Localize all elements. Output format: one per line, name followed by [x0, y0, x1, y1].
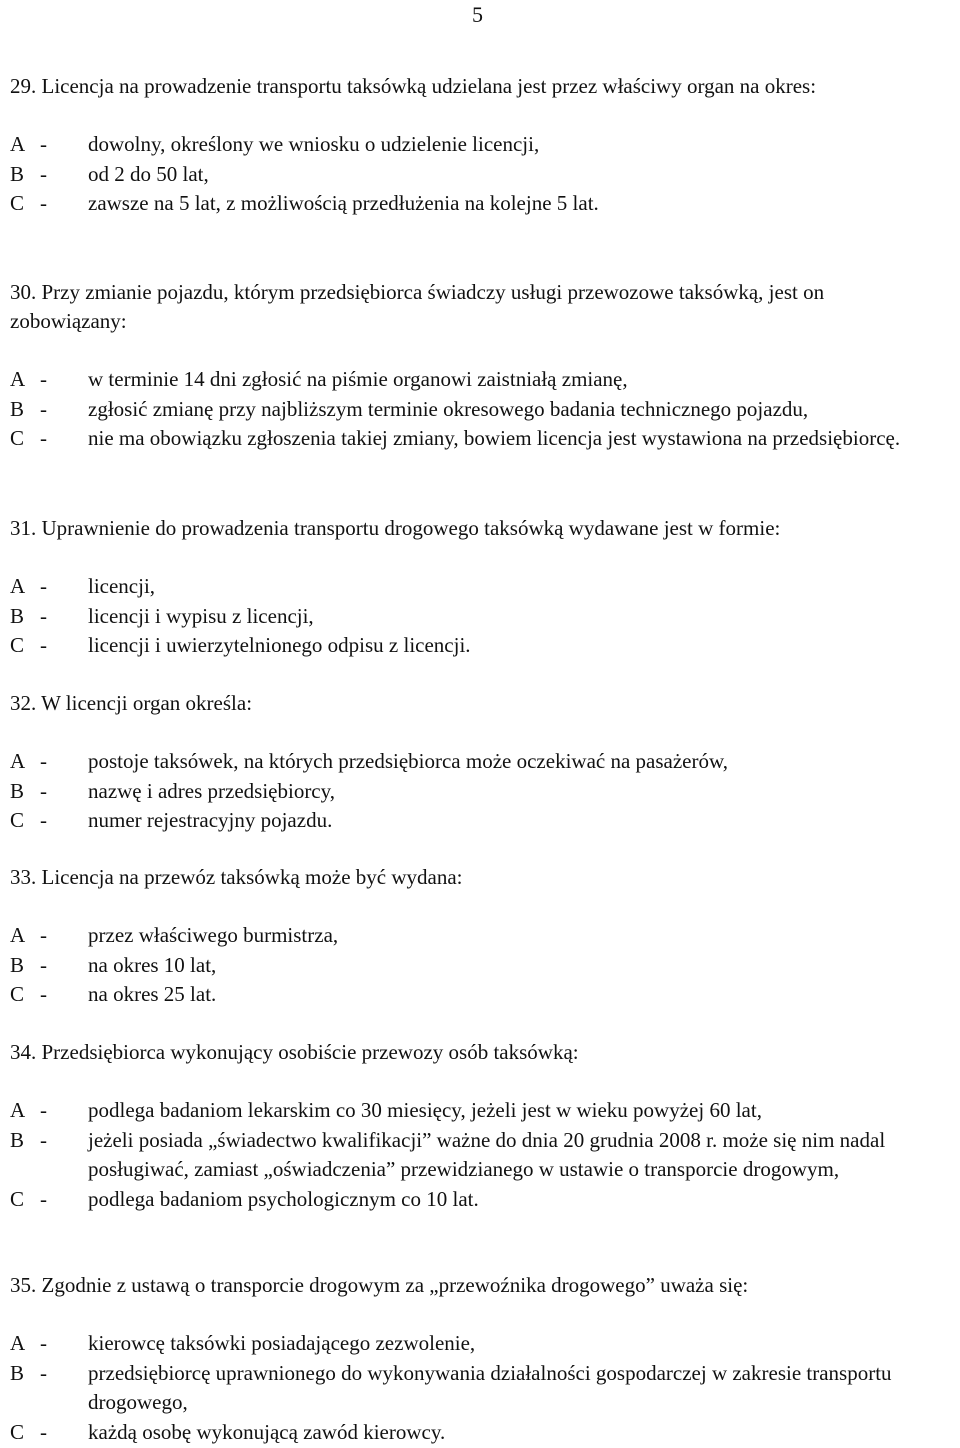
- answer-letter: B: [10, 603, 25, 628]
- answer-option: [10, 1329, 945, 1359]
- answer-letter: A: [10, 923, 26, 947]
- answer-option: [10, 572, 945, 602]
- answer-letter: C: [10, 1186, 25, 1211]
- answer-text: licencji,: [88, 574, 156, 598]
- answer-text: zawsze na 5 lat, z możliwością przedłużenia na kolejne 5 lat.: [88, 191, 599, 215]
- answer-letter: C: [10, 982, 25, 1006]
- answer-text: na okres 25 lat.: [88, 982, 217, 1006]
- answer-option: [10, 130, 945, 160]
- answer-dash: -: [40, 778, 47, 803]
- answer-letter: A: [10, 367, 26, 391]
- answer-option: [10, 395, 945, 425]
- answer-dash: -: [40, 426, 47, 450]
- answer-letter: C: [10, 426, 25, 450]
- question-text: 35. Zgodnie z ustawą o transporcie drogowym za „przewoźnika drogowego” uważa się:: [10, 1273, 749, 1297]
- answer-letter: C: [10, 808, 25, 832]
- answer-text: przedsiębiorcę uprawnionego do wykonywania działalności gospodarczej w zakresie transportu drogowego,: [88, 1360, 892, 1414]
- answer-text: podlega badaniom psychologicznym co 10 lat.: [88, 1186, 479, 1211]
- question-30: [10, 278, 945, 454]
- question-32: [10, 689, 945, 836]
- answer-dash: -: [40, 808, 47, 832]
- answer-text: numer rejestracyjny pojazdu.: [88, 808, 333, 832]
- question-text: 31. Uprawnienie do prowadzenia transportu drogowego taksówką wydawane jest w formie:: [10, 516, 781, 540]
- answer-dash: -: [40, 952, 47, 977]
- answer-list: [10, 921, 945, 1010]
- answer-option: [10, 747, 945, 777]
- answer-dash: -: [40, 1331, 47, 1355]
- answer-option: [10, 980, 945, 1010]
- answer-text: dowolny, określony we wniosku o udzielenie licencji,: [88, 132, 540, 156]
- answer-option: [10, 1185, 945, 1215]
- answer-dash: -: [40, 633, 47, 657]
- answer-option: [10, 777, 945, 807]
- answer-letter: B: [10, 161, 25, 186]
- answer-dash: -: [40, 749, 47, 773]
- answer-option: [10, 1126, 945, 1185]
- answer-letter: B: [10, 778, 25, 803]
- answer-text: każdą osobę wykonującą zawód kierowcy.: [88, 1419, 446, 1444]
- answer-dash: -: [40, 132, 47, 156]
- question-34: [10, 1038, 945, 1214]
- question-text: 34. Przedsiębiorca wykonujący osobiście przewozy osób taksówką:: [10, 1040, 579, 1064]
- answer-list: [10, 130, 945, 219]
- answer-dash: -: [40, 161, 47, 186]
- answer-letter: A: [10, 132, 26, 156]
- answer-option: [10, 365, 945, 395]
- question-text: 30. Przy zmianie pojazdu, którym przedsiębiorca świadczy usługi przewozowe taksówką, jest on zobowiązany:: [10, 280, 825, 333]
- answer-list: [10, 365, 945, 454]
- answer-option: [10, 1096, 945, 1126]
- question-text: 33. Licencja na przewóz taksówką może być wydana:: [10, 865, 463, 889]
- answer-list: [10, 1096, 945, 1214]
- answer-option: [10, 921, 945, 951]
- answer-letter: B: [10, 1360, 25, 1385]
- answer-letter: A: [10, 1331, 26, 1355]
- answer-text: licencji i uwierzytelnionego odpisu z licencji.: [88, 633, 471, 657]
- answer-dash: -: [40, 1098, 47, 1122]
- question-29: [10, 72, 945, 219]
- answer-letter: A: [10, 1098, 26, 1122]
- answer-option: [10, 1418, 945, 1448]
- page-number: 5: [472, 2, 483, 27]
- answer-list: [10, 747, 945, 836]
- answer-letter: C: [10, 1419, 25, 1444]
- answer-option: [10, 160, 945, 190]
- answer-text: nie ma obowiązku zgłoszenia takiej zmiany, bowiem licencja jest wystawiona na przedsiębiorcę.: [88, 426, 901, 450]
- question-text: 32. W licencji organ określa:: [10, 691, 253, 715]
- answer-option: [10, 602, 945, 632]
- answer-option: [10, 424, 945, 454]
- answer-letter: C: [10, 191, 25, 215]
- question-35: [10, 1271, 945, 1447]
- answer-letter: A: [10, 749, 26, 773]
- answer-option: [10, 806, 945, 836]
- answer-option: [10, 189, 945, 219]
- question-text: 29. Licencja na prowadzenie transportu taksówką udzielana jest przez właściwy organ na okres:: [10, 74, 817, 98]
- answer-dash: -: [40, 574, 47, 598]
- answer-letter: B: [10, 952, 25, 977]
- answer-text: nazwę i adres przedsiębiorcy,: [88, 778, 336, 803]
- answer-option: [10, 1359, 945, 1418]
- answer-dash: -: [40, 396, 47, 421]
- answer-dash: -: [40, 367, 47, 391]
- answer-dash: -: [40, 1419, 47, 1444]
- answer-dash: -: [40, 1360, 47, 1385]
- answer-dash: -: [40, 1127, 47, 1152]
- answer-option: [10, 951, 945, 981]
- answer-list: [10, 1329, 945, 1447]
- answer-text: zgłosić zmianę przy najbliższym terminie okresowego badania technicznego pojazdu,: [88, 396, 809, 421]
- answer-letter: A: [10, 574, 26, 598]
- answer-text: na okres 10 lat,: [88, 952, 217, 977]
- answer-dash: -: [40, 923, 47, 947]
- answer-dash: -: [40, 603, 47, 628]
- answer-text: jeżeli posiada „świadectwo kwalifikacji” ważne do dnia 20 grudnia 2008 r. może się nim nadal posługiwać, zamiast „oświadczenia” przewidzianego w ustawie o transporcie drogowym,: [88, 1127, 886, 1181]
- answer-option: [10, 631, 945, 661]
- answer-text: przez właściwego burmistrza,: [88, 923, 339, 947]
- answer-letter: B: [10, 396, 25, 421]
- answer-text: licencji i wypisu z licencji,: [88, 603, 314, 628]
- question-31: [10, 514, 945, 661]
- answer-dash: -: [40, 191, 47, 215]
- answer-text: w terminie 14 dni zgłosić na piśmie organowi zaistniałą zmianę,: [88, 367, 628, 391]
- answer-letter: C: [10, 633, 25, 657]
- answer-text: kierowcę taksówki posiadającego zezwolenie,: [88, 1331, 476, 1355]
- answer-dash: -: [40, 1186, 47, 1211]
- answer-letter: B: [10, 1127, 25, 1152]
- answer-dash: -: [40, 982, 47, 1006]
- question-33: [10, 863, 945, 1010]
- answer-list: [10, 572, 945, 661]
- answer-text: podlega badaniom lekarskim co 30 miesięcy, jeżeli jest w wieku powyżej 60 lat,: [88, 1098, 762, 1122]
- answer-text: postoje taksówek, na których przedsiębiorca może oczekiwać na pasażerów,: [88, 749, 729, 773]
- answer-text: od 2 do 50 lat,: [88, 161, 209, 186]
